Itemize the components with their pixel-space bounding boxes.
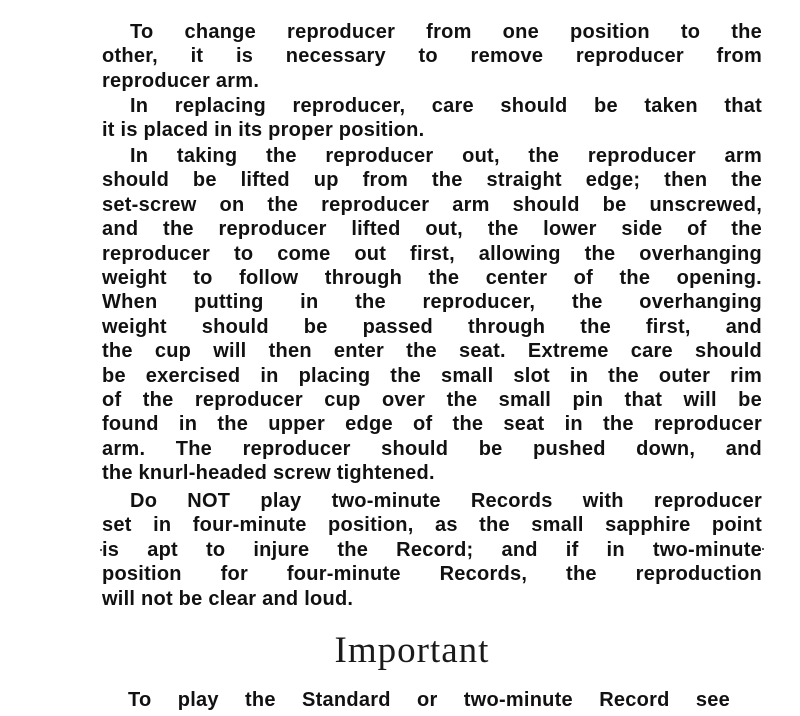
text-line: should be lifted up from the straight edge; then the: [102, 169, 762, 192]
text-line: reproducer arm.: [102, 69, 260, 92]
text-line: the knurl-headed screw tightened.: [102, 462, 435, 485]
text-line: To play the Standard or two-minute Record see: [128, 689, 730, 711]
text-line: arm. The reproducer should be pushed down, and: [102, 437, 762, 460]
text-line: other, it is necessary to remove reproducer from: [102, 45, 762, 68]
text-line: set-screw on the reproducer arm should be unscrewed,: [102, 193, 762, 216]
text-line: weight should be passed through the first, and: [102, 315, 762, 338]
text-line: the cup will then enter the seat. Extreme care should: [102, 340, 762, 363]
text-line: found in the upper edge of the seat in the reproducer: [102, 413, 762, 436]
paragraph-warning: [102, 489, 762, 611]
paragraph-change-position: [102, 20, 762, 93]
scan-speck: [762, 548, 764, 550]
text-line: reproducer to come out first, allowing the overhanging: [102, 242, 762, 265]
section-heading: Important: [334, 630, 490, 671]
text-line: is apt to injure the Record; and if in two-minute: [102, 538, 762, 561]
text-line: In taking the reproducer out, the reproducer arm: [130, 145, 762, 167]
text-line: position for four-minute Records, the reproduction: [102, 563, 762, 586]
text-line: In replacing reproducer, care should be taken that: [130, 95, 762, 117]
text-line: and the reproducer lifted out, the lower side of the: [102, 218, 762, 241]
paragraph-taking-out: [102, 144, 762, 485]
paragraph-replacing: [102, 94, 762, 143]
paragraph-final: [128, 688, 730, 712]
text-line: When putting in the reproducer, the overhanging: [102, 291, 762, 314]
text-line: To change reproducer from one position to the: [130, 21, 762, 43]
text-line: will not be clear and loud.: [102, 587, 354, 610]
text-line: Do NOT play two-minute Records with reproducer: [130, 490, 762, 512]
text-line: set in four-minute position, as the small sapphire point: [102, 514, 762, 537]
scan-speck: [100, 549, 102, 551]
text-line: be exercised in placing the small slot in the outer rim: [102, 364, 762, 387]
text-line: of the reproducer cup over the small pin that will be: [102, 388, 762, 411]
text-line: it is placed in its proper position.: [102, 119, 425, 142]
text-line: weight to follow through the center of the opening.: [102, 266, 762, 289]
